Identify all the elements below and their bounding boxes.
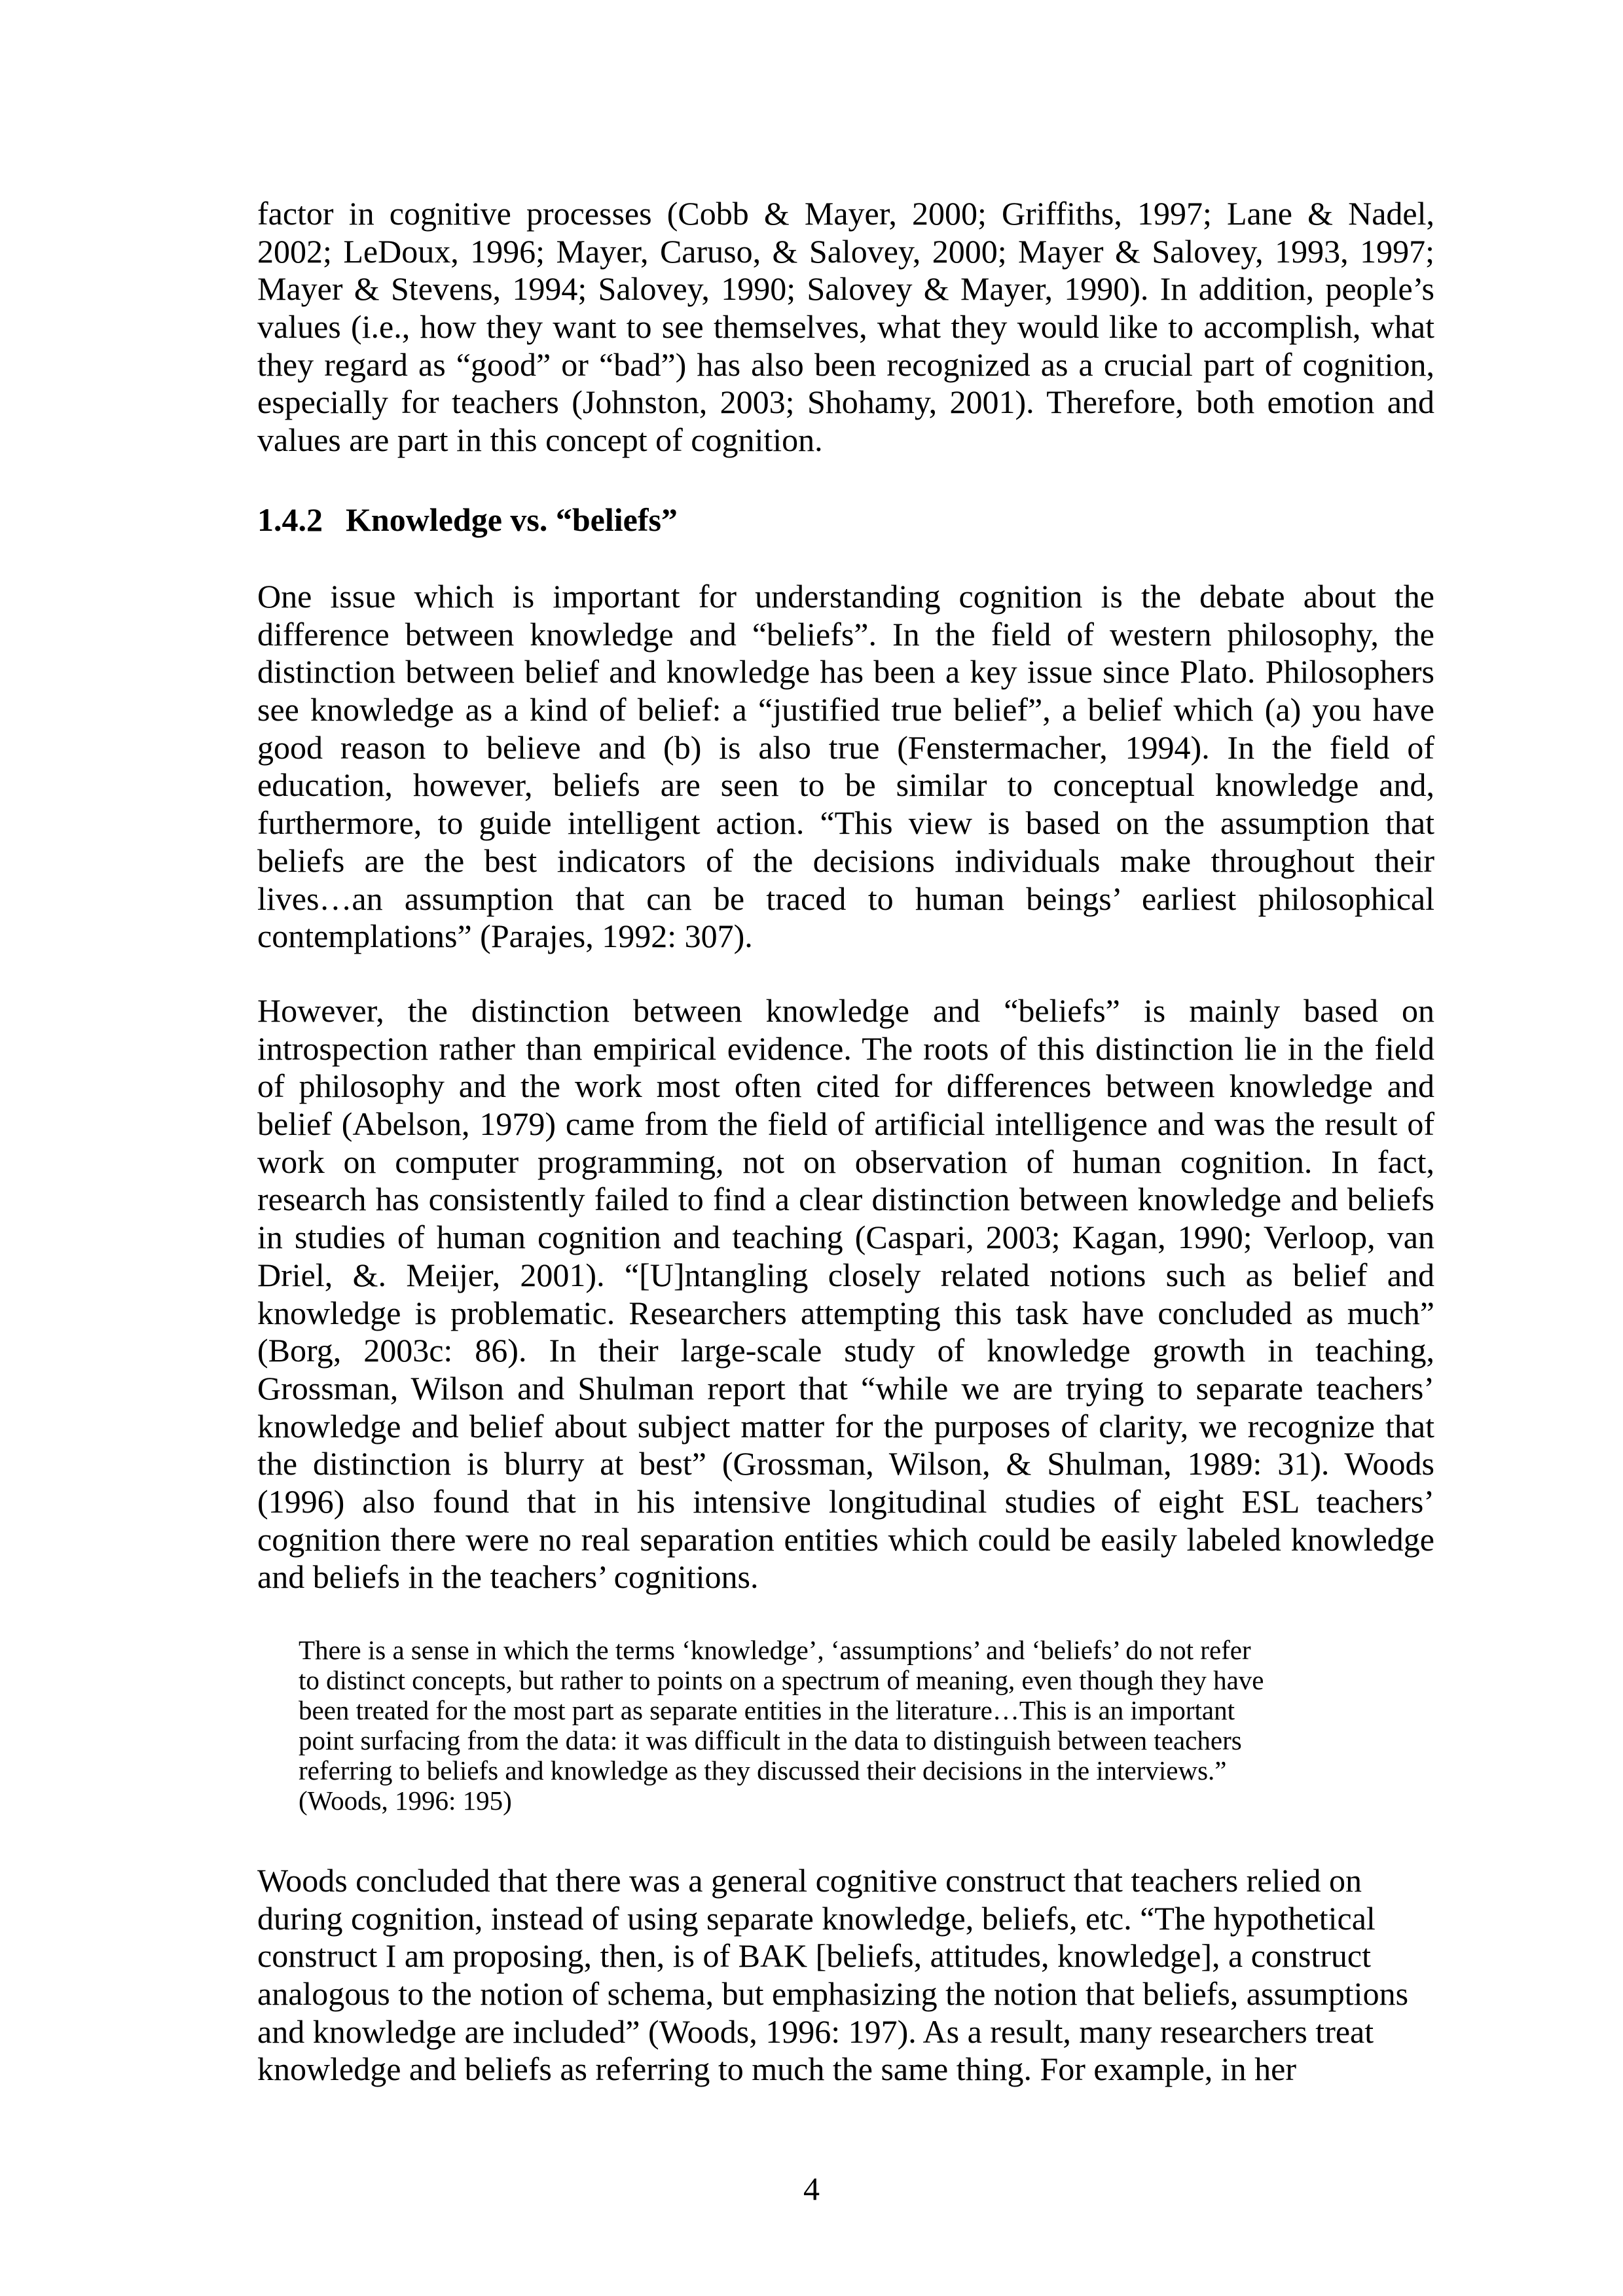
text-line: they regard as “good” or “bad”) has also been recognized as a crucial part of cognition, <box>257 346 1434 383</box>
text-line: beliefs are the best indicators of the decisions individuals make throughout their <box>257 842 1434 879</box>
text-line: introspection rather than empirical evidence. The roots of this distinction lie in the field <box>257 1030 1434 1067</box>
text-line: point surfacing from the data: it was difficult in the data to distinguish between teachers <box>299 1725 1242 1755</box>
text-line: Grossman, Wilson and Shulman report that “while we are trying to separate teachers’ <box>257 1369 1434 1407</box>
text-line: especially for teachers (Johnston, 2003; Shohamy, 2001). Therefore, both emotion and <box>257 384 1434 421</box>
text-line: One issue which is important for understanding cognition is the debate about the <box>257 578 1434 615</box>
text-line: knowledge and belief about subject matter for the purposes of clarity, we recognize that <box>257 1407 1434 1444</box>
text-line: lives…an assumption that can be traced to human beings’ earliest philosophical <box>257 880 1434 917</box>
text-line: furthermore, to guide intelligent action. “This view is based on the assumption that <box>257 804 1434 842</box>
text-line: construct I am proposing, then, is of BAK [beliefs, attitudes, knowledge], a construct <box>257 1937 1372 1975</box>
text-line: in studies of human cognition and teaching (Caspari, 2003; Kagan, 1990; Verloop, van <box>257 1219 1434 1256</box>
text-line: research has consistently failed to find a clear distinction between knowledge and beliefs <box>257 1181 1434 1218</box>
section-number: 1.4.2 <box>257 501 323 538</box>
text-line: good reason to believe and (b) is also true (Fenstermacher, 1994). In the field of <box>257 728 1434 766</box>
text-line: work on computer programming, not on observation of human cognition. In fact, <box>257 1143 1434 1180</box>
block-quote <box>299 1635 1412 1816</box>
text-line: distinction between belief and knowledge has been a key issue since Plato. Philosophers <box>257 653 1434 691</box>
text-line: during cognition, instead of using separate knowledge, beliefs, etc. “The hypothetical <box>257 1899 1376 1937</box>
text-line: Woods concluded that there was a general cognitive construct that teachers relied on <box>257 1862 1362 1899</box>
text-line: education, however, beliefs are seen to be similar to conceptual knowledge and, <box>257 766 1434 804</box>
page-number: 4 <box>803 2170 820 2207</box>
paragraph-woods-bak <box>257 1862 1434 2089</box>
text-line: and beliefs in the teachers’ cognitions. <box>257 1558 759 1596</box>
text-line: belief (Abelson, 1979) came from the field of artificial intelligence and was the result of <box>257 1105 1434 1143</box>
text-line: difference between knowledge and “beliefs”. In the field of western philosophy, the <box>257 615 1434 653</box>
text-line: values (i.e., how they want to see themselves, what they would like to accomplish, what <box>257 308 1434 346</box>
section-title: Knowledge vs. “beliefs” <box>346 501 678 538</box>
paragraph-emotion-values <box>257 195 1434 459</box>
text-line: 2002; LeDoux, 1996; Mayer, Caruso, & Salovey, 2000; Mayer & Salovey, 1993, 1997; <box>257 232 1434 270</box>
text-line: (Woods, 1996: 195) <box>299 1785 512 1816</box>
section-heading <box>257 501 1434 539</box>
text-line: and knowledge are included” (Woods, 1996: 197). As a result, many researchers treat <box>257 2013 1374 2050</box>
text-line: cognition there were no real separation entities which could be easily labeled knowledge <box>257 1520 1434 1558</box>
text-line: Mayer & Stevens, 1994; Salovey, 1990; Salovey & Mayer, 1990). In addition, people’s <box>257 270 1434 308</box>
text-line: Driel, &. Meijer, 2001). “[U]ntangling closely related notions such as belief and <box>257 1256 1434 1293</box>
text-line: (1996) also found that in his intensive longitudinal studies of eight ESL teachers’ <box>257 1482 1434 1520</box>
text-line: There is a sense in which the terms ‘knowledge’, ‘assumptions’ and ‘beliefs’ do not refer <box>299 1635 1251 1665</box>
paragraph-knowledge-beliefs-debate <box>257 578 1434 956</box>
text-line: of philosophy and the work most often cited for differences between knowledge and <box>257 1067 1434 1105</box>
text-line: been treated for the most part as separate entities in the literature…This is an important <box>299 1695 1235 1725</box>
text-line: factor in cognitive processes (Cobb & Mayer, 2000; Griffiths, 1997; Lane & Nadel, <box>257 195 1434 232</box>
text-line: values are part in this concept of cognition. <box>257 422 823 459</box>
text-line: see knowledge as a kind of belief: a “justified true belief”, a belief which (a) you have <box>257 691 1434 728</box>
text-line: to distinct concepts, but rather to points on a spectrum of meaning, even though they have <box>299 1665 1264 1695</box>
paragraph-distinction <box>257 992 1434 1596</box>
text-line: referring to beliefs and knowledge as they discussed their decisions in the interviews.” <box>299 1755 1227 1785</box>
text-line: contemplations” (Parajes, 1992: 307). <box>257 918 753 955</box>
text-line: However, the distinction between knowledge and “beliefs” is mainly based on <box>257 992 1434 1029</box>
text-line: analogous to the notion of schema, but emphasizing the notion that beliefs, assumptions <box>257 1975 1409 2013</box>
text-line: knowledge and beliefs as referring to much the same thing. For example, in her <box>257 2051 1297 2088</box>
text-line: the distinction is blurry at best” (Grossman, Wilson, & Shulman, 1989: 31). Woods <box>257 1445 1434 1482</box>
text-line: (Borg, 2003c: 86). In their large-scale study of knowledge growth in teaching, <box>257 1332 1434 1369</box>
text-line: knowledge is problematic. Researchers attempting this task have concluded as much” <box>257 1294 1434 1331</box>
